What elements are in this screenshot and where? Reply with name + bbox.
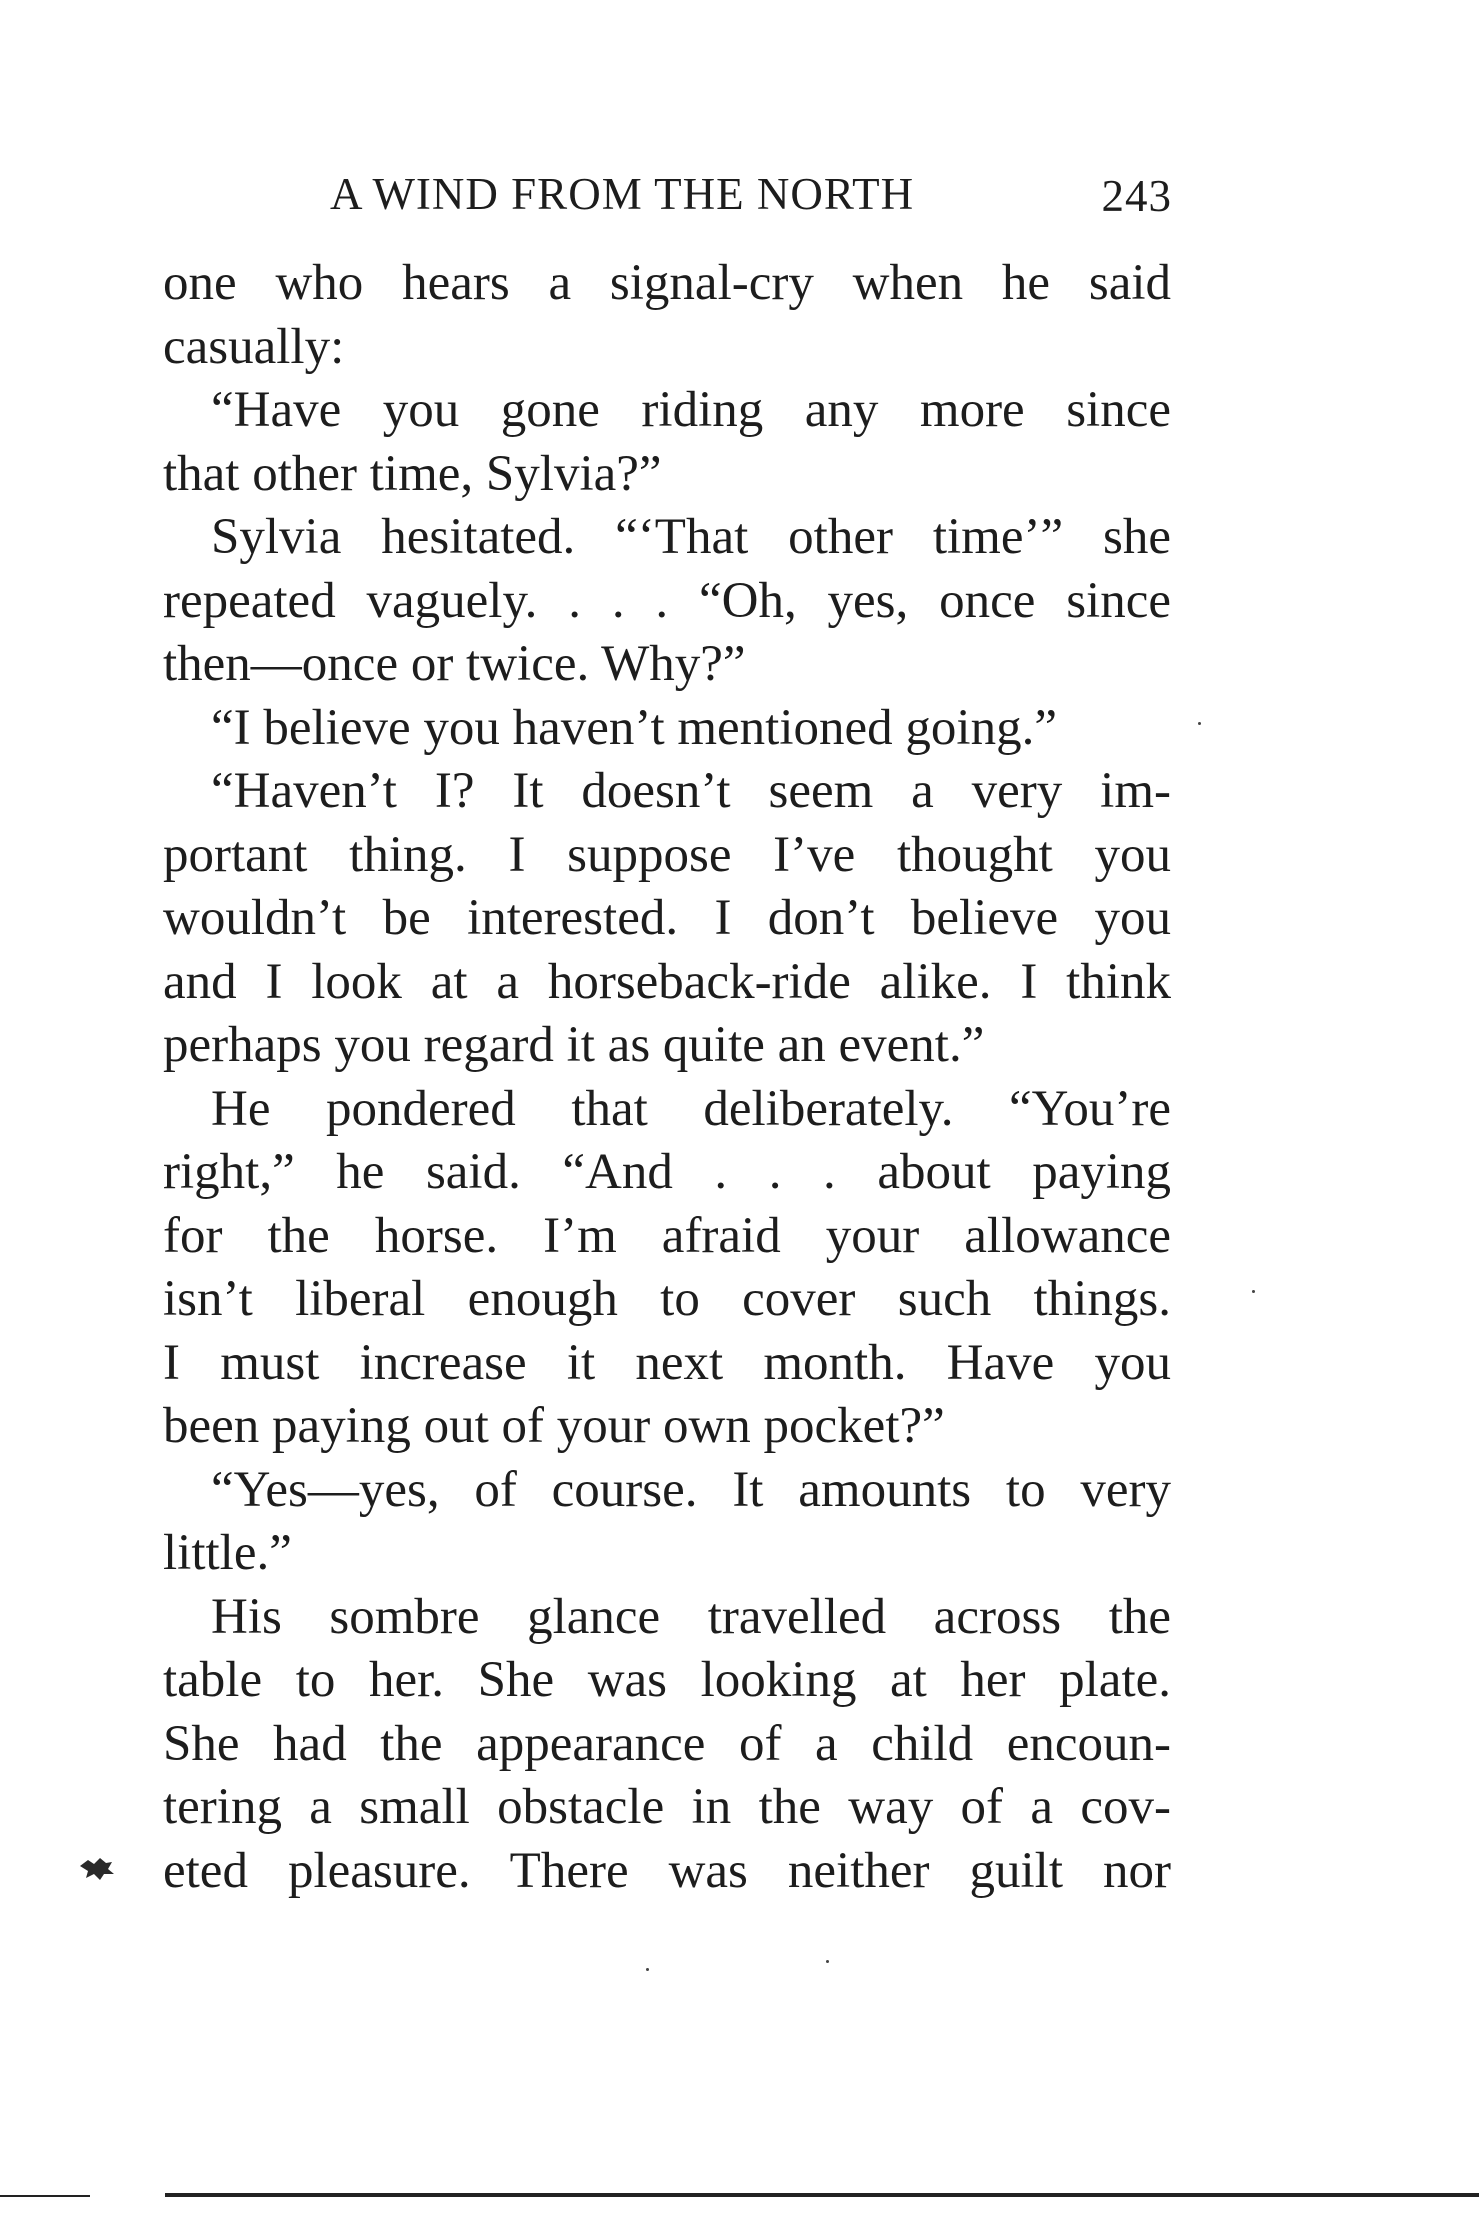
text-line: His sombre glance travelled across the	[211, 1588, 1171, 1645]
text-line: right,” he said. “And . . . about paying	[163, 1144, 1171, 1200]
text-line: “Yes—yes, of course. It amounts to very	[211, 1461, 1171, 1518]
text-line: She had the appearance of a child encoun-	[163, 1715, 1171, 1772]
text-line: table to her. She was looking at her plate.	[163, 1652, 1171, 1708]
body-text	[163, 252, 1171, 1903]
text-line: portant thing. I suppose I’ve thought you	[163, 826, 1171, 883]
text-line: one who hears a signal-cry when he said	[163, 255, 1171, 311]
text-line: eted pleasure. There was neither guilt nor	[163, 1842, 1171, 1899]
text-line: little.”	[163, 1525, 292, 1581]
speck-mark	[646, 1968, 649, 1971]
text-line: been paying out of your own pocket?”	[163, 1398, 945, 1454]
text-line: perhaps you regard it as quite an event.”	[163, 1017, 985, 1073]
bottom-rule-left	[0, 2195, 90, 2197]
text-line: that other time, Sylvia?”	[163, 445, 662, 502]
text-line: repeated vaguely. . . . “Oh, yes, once since	[163, 572, 1171, 629]
ink-blot-mark	[76, 1854, 116, 1884]
text-line: then—once or twice. Why?”	[163, 636, 746, 692]
text-line: “Have you gone riding any more since	[211, 382, 1171, 438]
speck-mark	[1198, 722, 1201, 725]
speck-mark	[1252, 1290, 1255, 1293]
text-line: casually:	[163, 318, 345, 375]
running-head-title: A WIND FROM THE NORTH	[330, 169, 915, 219]
text-line: “Haven’t I? It doesn’t seem a very im-	[211, 763, 1171, 819]
page-number: 243	[1101, 171, 1172, 221]
text-line: isn’t liberal enough to cover such things.	[163, 1271, 1171, 1327]
text-line: for the horse. I’m afraid your allowance	[163, 1207, 1171, 1264]
text-line: tering a small obstacle in the way of a cov-	[163, 1779, 1171, 1835]
text-line: wouldn’t be interested. I don’t believe you	[163, 890, 1171, 946]
text-line: He pondered that deliberately. “You’re	[211, 1080, 1171, 1137]
running-head	[330, 168, 1172, 228]
text-line: Sylvia hesitated. “‘That other time’” she	[211, 509, 1171, 565]
bottom-rule-right	[165, 2193, 1479, 2197]
text-line: and I look at a horseback-ride alike. I think	[163, 953, 1171, 1010]
text-line: I must increase it next month. Have you	[163, 1334, 1171, 1391]
text-line: “I believe you haven’t mentioned going.”	[211, 699, 1057, 756]
speck-mark	[826, 1960, 829, 1963]
